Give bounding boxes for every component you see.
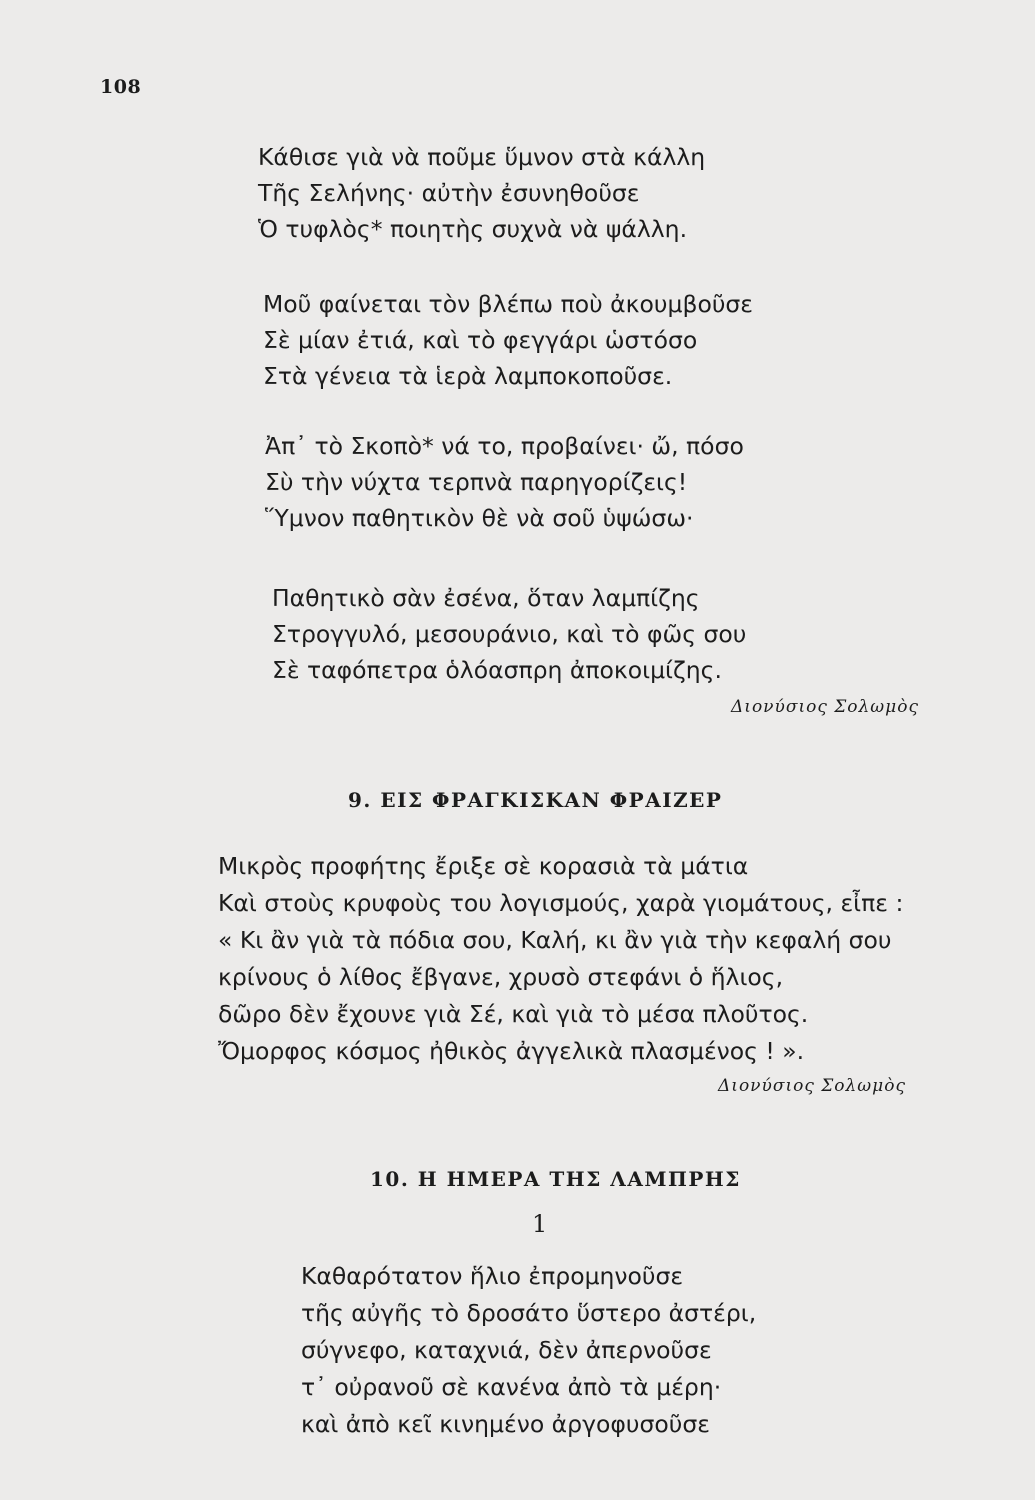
poem10-section-number: 1 (532, 1210, 548, 1238)
verse-line: Ὄμορφος κόσμος ἠθικὸς ἀγγελικὰ πλασμένος ! ». (218, 1037, 805, 1065)
verse-line: Σὺ τὴν νύχτα τερπνὰ παρηγορίζεις! (265, 468, 688, 496)
page-number: 108 (100, 76, 142, 98)
verse-line: τ᾽ οὐρανοῦ σὲ κανένα ἀπὸ τὰ μέρη· (301, 1373, 722, 1401)
verse-line: Καθαρότατον ἥλιο ἐπρομηνοῦσε (301, 1262, 684, 1290)
verse-line: Ἀπ᾽ τὸ Σκοπὸ* νά το, προβαίνει· ὤ, πόσο (265, 432, 744, 460)
verse-line: Στὰ γένεια τὰ ἱερὰ λαμποκοποῦσε. (263, 362, 673, 390)
verse-line: Μοῦ φαίνεται τὸν βλέπω ποὺ ἀκουμβοῦσε (263, 290, 754, 318)
verse-line: Σὲ μίαν ἐτιά, καὶ τὸ φεγγάρι ὡστόσο (263, 326, 698, 354)
poem8-stanza-3 (265, 428, 744, 536)
poem10-title: 10. Η ΗΜΕΡΑ ΤΗΣ ΛΑΜΠΡΗΣ (370, 1167, 741, 1191)
verse-line: Τῆς Σελήνης· αὐτὴν ἐσυνηθοῦσε (258, 179, 640, 207)
verse-line: σύγνεφο, καταχνιά, δὲν ἀπερνοῦσε (301, 1336, 712, 1364)
verse-line: Παθητικὸ σὰν ἐσένα, ὅταν λαμπίζης (272, 584, 700, 612)
verse-line: Μικρὸς προφήτης ἔριξε σὲ κορασιὰ τὰ μάτια (218, 852, 749, 880)
poem8-stanza-1 (258, 139, 705, 247)
poem8-stanza-4 (272, 580, 746, 688)
verse-line: τῆς αὐγῆς τὸ δροσάτο ὕστερο ἀστέρι, (301, 1299, 757, 1327)
poem9-body (218, 848, 903, 1070)
verse-line: Ὕμνον παθητικὸν θὲ νὰ σοῦ ὑψώσω· (265, 504, 694, 532)
verse-line: καὶ ἀπὸ κεῖ κινημένο ἀργοφυσοῦσε (301, 1410, 710, 1438)
poem9-title: 9. ΕΙΣ ΦΡΑΓΚΙΣΚΑΝ ΦΡΑΙΖΕΡ (348, 788, 723, 812)
poem8-stanza-2 (263, 286, 753, 394)
verse-line: « Κι ἂν γιὰ τὰ πόδια σου, Καλή, κι ἂν γιὰ τὴν κεφαλή σου (218, 926, 892, 954)
poem9-author-signature: Διονύσιος Σολωμὸς (718, 1076, 906, 1096)
verse-line: Κάθισε γιὰ νὰ ποῦμε ὕμνον στὰ κάλλη (258, 143, 706, 171)
verse-line: κρίνους ὁ λίθος ἔβγανε, χρυσὸ στεφάνι ὁ ἥλιος, (218, 963, 784, 991)
verse-line: Στρογγυλό, μεσουράνιο, καὶ τὸ φῶς σου (272, 620, 747, 648)
verse-line: Ὁ τυφλὸς* ποιητὴς συχνὰ νὰ ψάλλη. (258, 215, 688, 243)
verse-line: Καὶ στοὺς κρυφοὺς του λογισμούς, χαρὰ γιομάτους, εἶπε : (218, 889, 904, 917)
verse-line: Σὲ ταφόπετρα ὁλόασπρη ἀποκοιμίζης. (272, 656, 722, 684)
verse-line: δῶρο δὲν ἔχουνε γιὰ Σέ, καὶ γιὰ τὸ μέσα πλοῦτος. (218, 1000, 809, 1028)
poem8-author-signature: Διονύσιος Σολωμὸς (731, 697, 919, 717)
poem10-body (301, 1258, 756, 1443)
